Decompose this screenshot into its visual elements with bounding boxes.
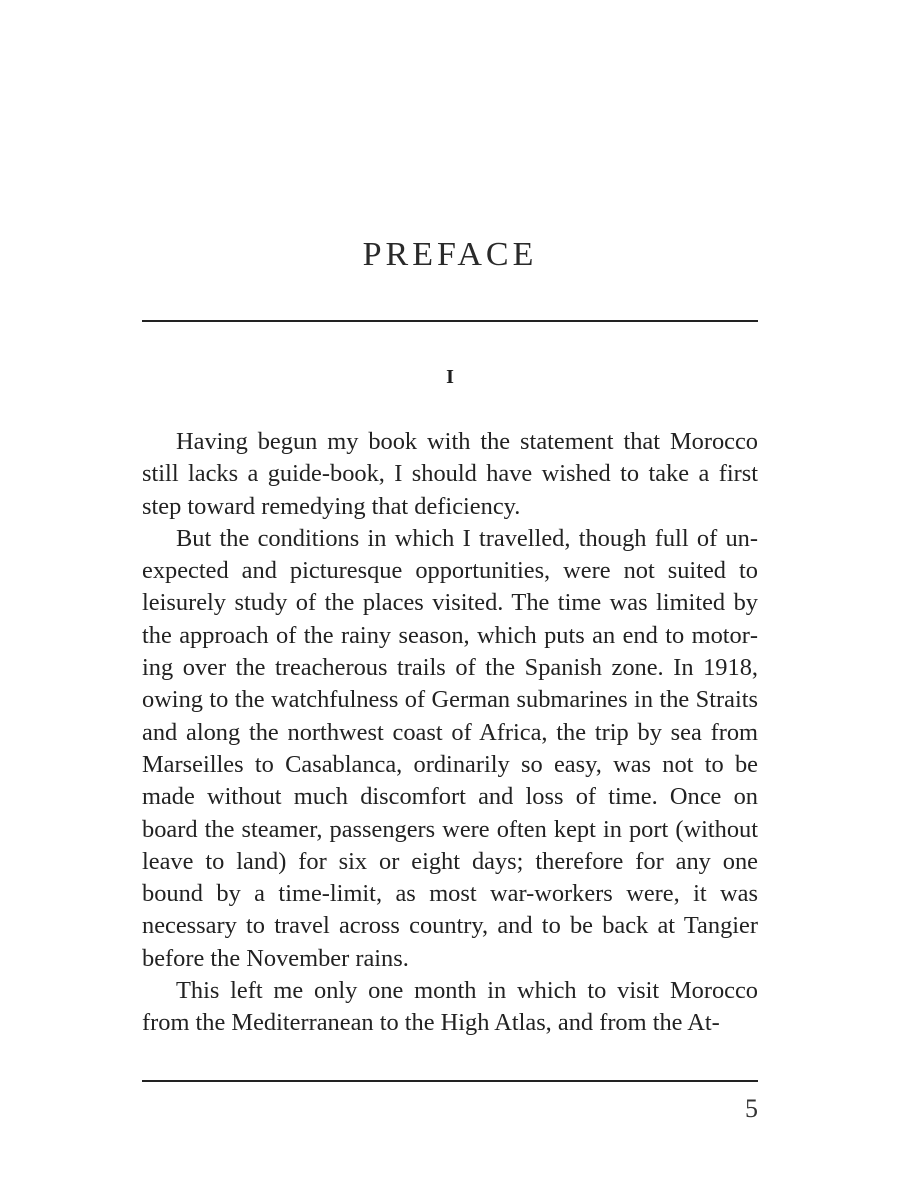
paragraph-2: But the conditions in which I travelled, though full of unexpected and picturesque opportunities, were not suited to leisurely study of the places visited. The time was limited by the approach of the rainy season, which puts an end to motoring over the treacherous trails of the Spanish zone. In 1918, owing to the watchfulness of German submarines in the Straits and along the northwest coast of Africa, the trip by sea from Marseilles to Casablanca, ordinarily so easy, was not to be made without much discomfort and loss of time. Once on board the steamer, passengers were often kept in port (without leave to land) for six or eight days; therefore for any one bound by a time-limit, as most war-workers were, it was necessary to travel across country, and to be back at Tangier before the November rains. [142, 524, 758, 972]
paragraph-1: Having begun my book with the statement that Morocco still lacks a guide-book, I should have wished to take a first step toward remedying that deficiency. [142, 428, 758, 520]
page-title: PREFACE [362, 236, 538, 273]
page-number: 5 [745, 1094, 758, 1123]
paragraph-3: This left me only one month in which to visit Morocco from the Mediterranean to the High Atlas, and from the At- [142, 977, 758, 1037]
body-text [142, 426, 758, 1040]
section-numeral: I [446, 366, 454, 388]
top-rule-divider [142, 320, 758, 322]
bottom-rule-divider [142, 1080, 758, 1082]
